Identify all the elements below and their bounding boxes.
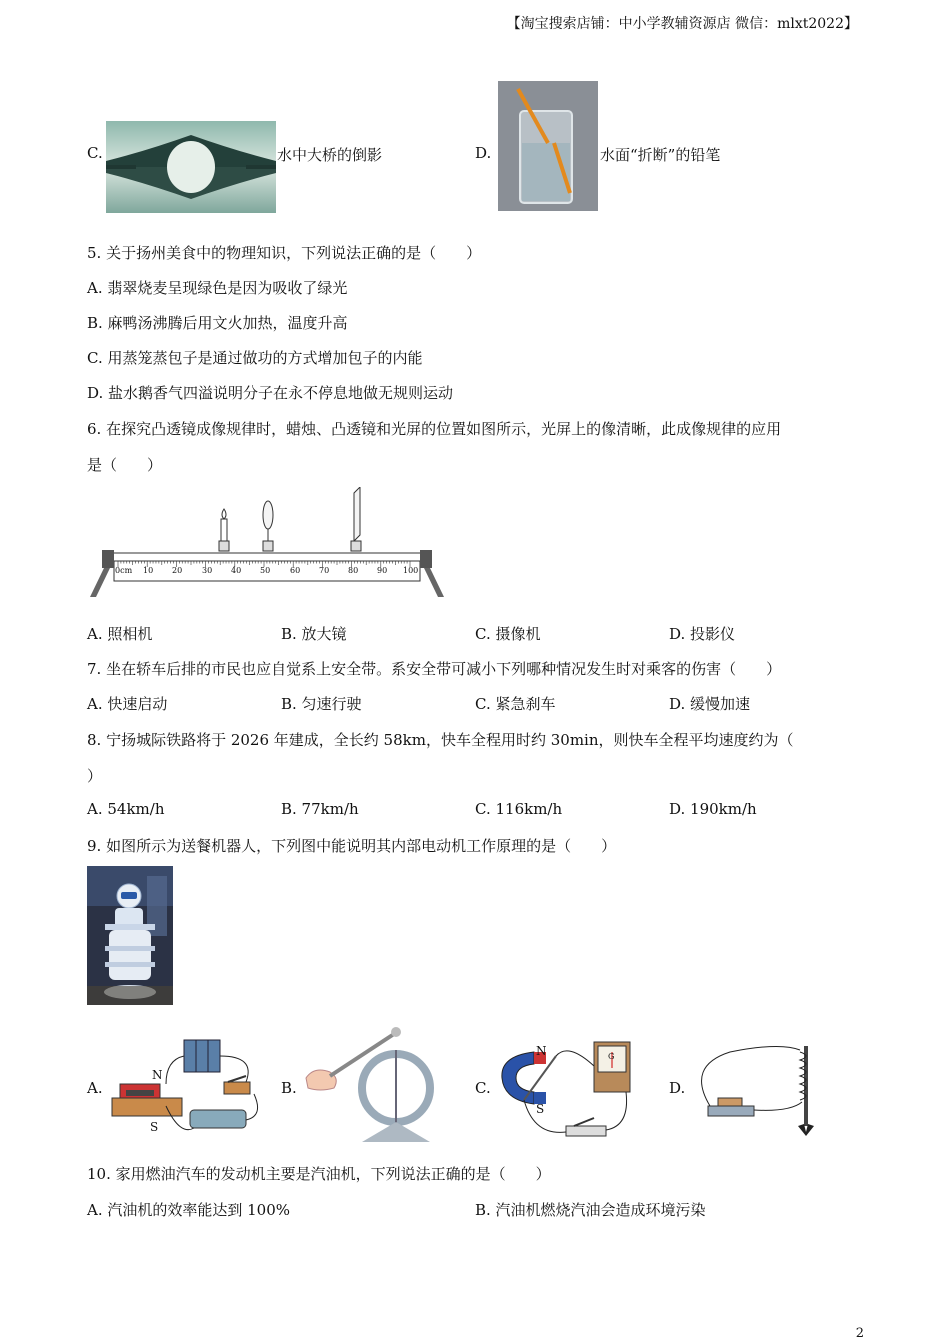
- ruler-label: 90: [377, 566, 388, 575]
- ruler-label: 20: [172, 566, 183, 575]
- bridge-reflection-image: [106, 121, 276, 213]
- ruler-label: 40: [231, 566, 242, 575]
- q5-option-d: D. 盐水鹅香气四溢说明分子在永不停息地做无规则运动: [87, 384, 454, 402]
- q7-stem: 7. 坐在轿车后排的市民也应自觉系上安全带。系安全带可减小下列哪种情况发生时对乘客的伤害（ ）: [87, 660, 782, 678]
- q8-stem-line1: 8. 宁扬城际铁路将于 2026 年建成，全长约 58km，快车全程用时约 30min，则快车全程平均速度约为（: [87, 731, 794, 749]
- ruler-label: 80: [348, 566, 359, 575]
- q8-option-a: A. 54km/h: [87, 800, 165, 818]
- optical-bench-figure: [88, 487, 448, 601]
- ruler-label: 100: [403, 566, 419, 575]
- induction-rod-figure: [300, 1026, 436, 1144]
- q5-option-c: C. 用蒸笼蒸包子是通过做功的方式增加包子的内能: [87, 349, 423, 367]
- q10-stem: 10. 家用燃油汽车的发动机主要是汽油机，下列说法正确的是（ ）: [87, 1165, 551, 1183]
- ruler-label: 30: [202, 566, 213, 575]
- q4-option-d-text: 水面“折断”的铅笔: [600, 146, 721, 164]
- ruler-label: 0cm: [115, 566, 133, 575]
- electromagnet-nail-figure: [690, 1042, 830, 1142]
- q9-option-c-label: C.: [475, 1079, 491, 1097]
- q10-option-b: B. 汽油机燃烧汽油会造成环境污染: [475, 1201, 706, 1219]
- north-pole-label: N: [152, 1068, 163, 1082]
- q8-option-b: B. 77km/h: [281, 800, 359, 818]
- ruler-labels: [114, 566, 420, 580]
- q4-option-c-label: C.: [87, 144, 103, 162]
- electric-motor-circuit-figure: [106, 1036, 270, 1144]
- q9-stem: 9. 如图所示为送餐机器人，下列图中能说明其内部电动机工作原理的是（ ）: [87, 837, 617, 855]
- south-pole-label: S: [150, 1120, 159, 1134]
- q9-option-a-label: A.: [87, 1079, 103, 1097]
- q6-option-a: A. 照相机: [87, 625, 153, 643]
- galvanometer-label: G: [608, 1052, 615, 1061]
- page-header: 【淘宝搜索店铺：中小学教辅资源店 微信：mlxt2022】: [506, 16, 858, 32]
- q8-stem-line2: ）: [87, 767, 103, 785]
- q7-option-b: B. 匀速行驶: [281, 695, 362, 713]
- q6-option-d: D. 投影仪: [669, 625, 736, 643]
- q4-option-d-label: D.: [475, 144, 492, 162]
- q6-stem-line2: 是（ ）: [87, 456, 163, 474]
- q10-option-a: A. 汽油机的效率能达到 100%: [87, 1201, 291, 1219]
- q6-stem-line1: 6. 在探究凸透镜成像规律时，蜡烛、凸透镜和光屏的位置如图所示，光屏上的像清晰，此成像规律的应用: [87, 420, 782, 438]
- q8-option-d: D. 190km/h: [669, 800, 757, 818]
- q7-option-d: D. 缓慢加速: [669, 695, 751, 713]
- q5-option-b: B. 麻鸭汤沸腾后用文火加热，温度升高: [87, 314, 348, 332]
- q9-option-d-label: D.: [669, 1079, 686, 1097]
- pencil-in-water-image: [498, 81, 598, 211]
- q9-option-b-label: B.: [281, 1079, 297, 1097]
- q7-option-c: C. 紧急刹车: [475, 695, 556, 713]
- ruler-label: 60: [290, 566, 301, 575]
- generator-galvanometer-figure: [494, 1036, 636, 1144]
- ruler-label: 70: [319, 566, 330, 575]
- delivery-robot-photo: [87, 866, 173, 1005]
- q4-option-c-text: 水中大桥的倒影: [277, 146, 383, 164]
- q5-option-a: A. 翡翠烧麦呈现绿色是因为吸收了绿光: [87, 279, 348, 297]
- ruler-label: 50: [260, 566, 271, 575]
- ruler-label: 10: [143, 566, 154, 575]
- q7-option-a: A. 快速启动: [87, 695, 168, 713]
- q6-option-c: C. 摄像机: [475, 625, 541, 643]
- page-number: 2: [855, 1326, 864, 1341]
- q6-option-b: B. 放大镜: [281, 625, 347, 643]
- q8-option-c: C. 116km/h: [475, 800, 563, 818]
- north-pole-label: N: [536, 1044, 547, 1058]
- south-pole-label: S: [536, 1102, 545, 1116]
- q5-stem: 5. 关于扬州美食中的物理知识，下列说法正确的是（ ）: [87, 244, 482, 262]
